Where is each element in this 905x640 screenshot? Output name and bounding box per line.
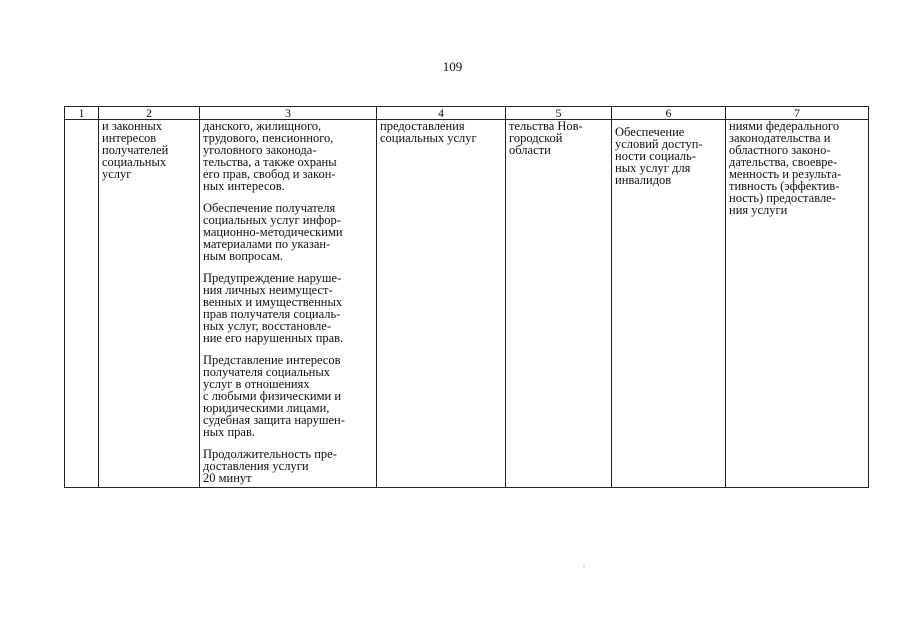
cell-text-col2: и законных интересов получателей социальных услуг (102, 119, 169, 181)
table-cell-col1 (65, 120, 99, 488)
table-cell-col5 (506, 120, 612, 488)
column-header-2: 2 (99, 107, 200, 120)
cell-text-col7: ниями федерального законодательства и областного законо- дательства, своевре- менность и результа- тивность (эффектив- ность) предоставле- ния услуги (729, 119, 842, 217)
column-header-3: 3 (200, 107, 377, 120)
table-cell-col6 (612, 120, 726, 488)
cell-text-col5: тельства Нов- городской области (509, 119, 583, 157)
column-header-7: 7 (726, 107, 869, 120)
table-cell-col7 (726, 120, 869, 488)
service-description-paragraph: Представление интересов получателя социальных услуг в отношениях с любыми физическими и юридическими лицами, судебная защита нарушен- ных прав. (203, 353, 345, 439)
service-description-paragraph: Обеспечение получателя социальных услуг инфор- мационно-методическими материалами по указан- ным вопросам. (203, 201, 343, 263)
service-duration-paragraph: Продолжительность пре- доставления услуги 20 минут (203, 447, 337, 485)
table-cell-col4 (377, 120, 506, 488)
cell-text-col4: предоставления социальных услуг (380, 119, 477, 145)
scan-speck (583, 566, 585, 567)
services-table (64, 106, 869, 488)
service-description-paragraph: Предупреждение наруше- ния личных неимущест- венных и имущественных прав получателя социаль- ных услуг, восстановле- ние его нарушенных прав. (203, 271, 344, 345)
column-header-6: 6 (612, 107, 726, 120)
header-row (65, 107, 869, 120)
column-header-1: 1 (65, 107, 99, 120)
page-number: 109 (442, 59, 463, 74)
service-description-paragraph: данского, жилищного, трудового, пенсионного, уголовного законода- тельства, а также охраны его прав, свобод и закон- ных интересов. (203, 119, 337, 193)
table-cell-col3 (200, 120, 377, 488)
table-row (65, 120, 869, 488)
column-header-5: 5 (506, 107, 612, 120)
column-header-4: 4 (377, 107, 506, 120)
table-cell-col2 (99, 120, 200, 488)
cell-text-col6: Обеспечение условий доступ- ности социаль- ных услуг для инвалидов (615, 125, 703, 187)
